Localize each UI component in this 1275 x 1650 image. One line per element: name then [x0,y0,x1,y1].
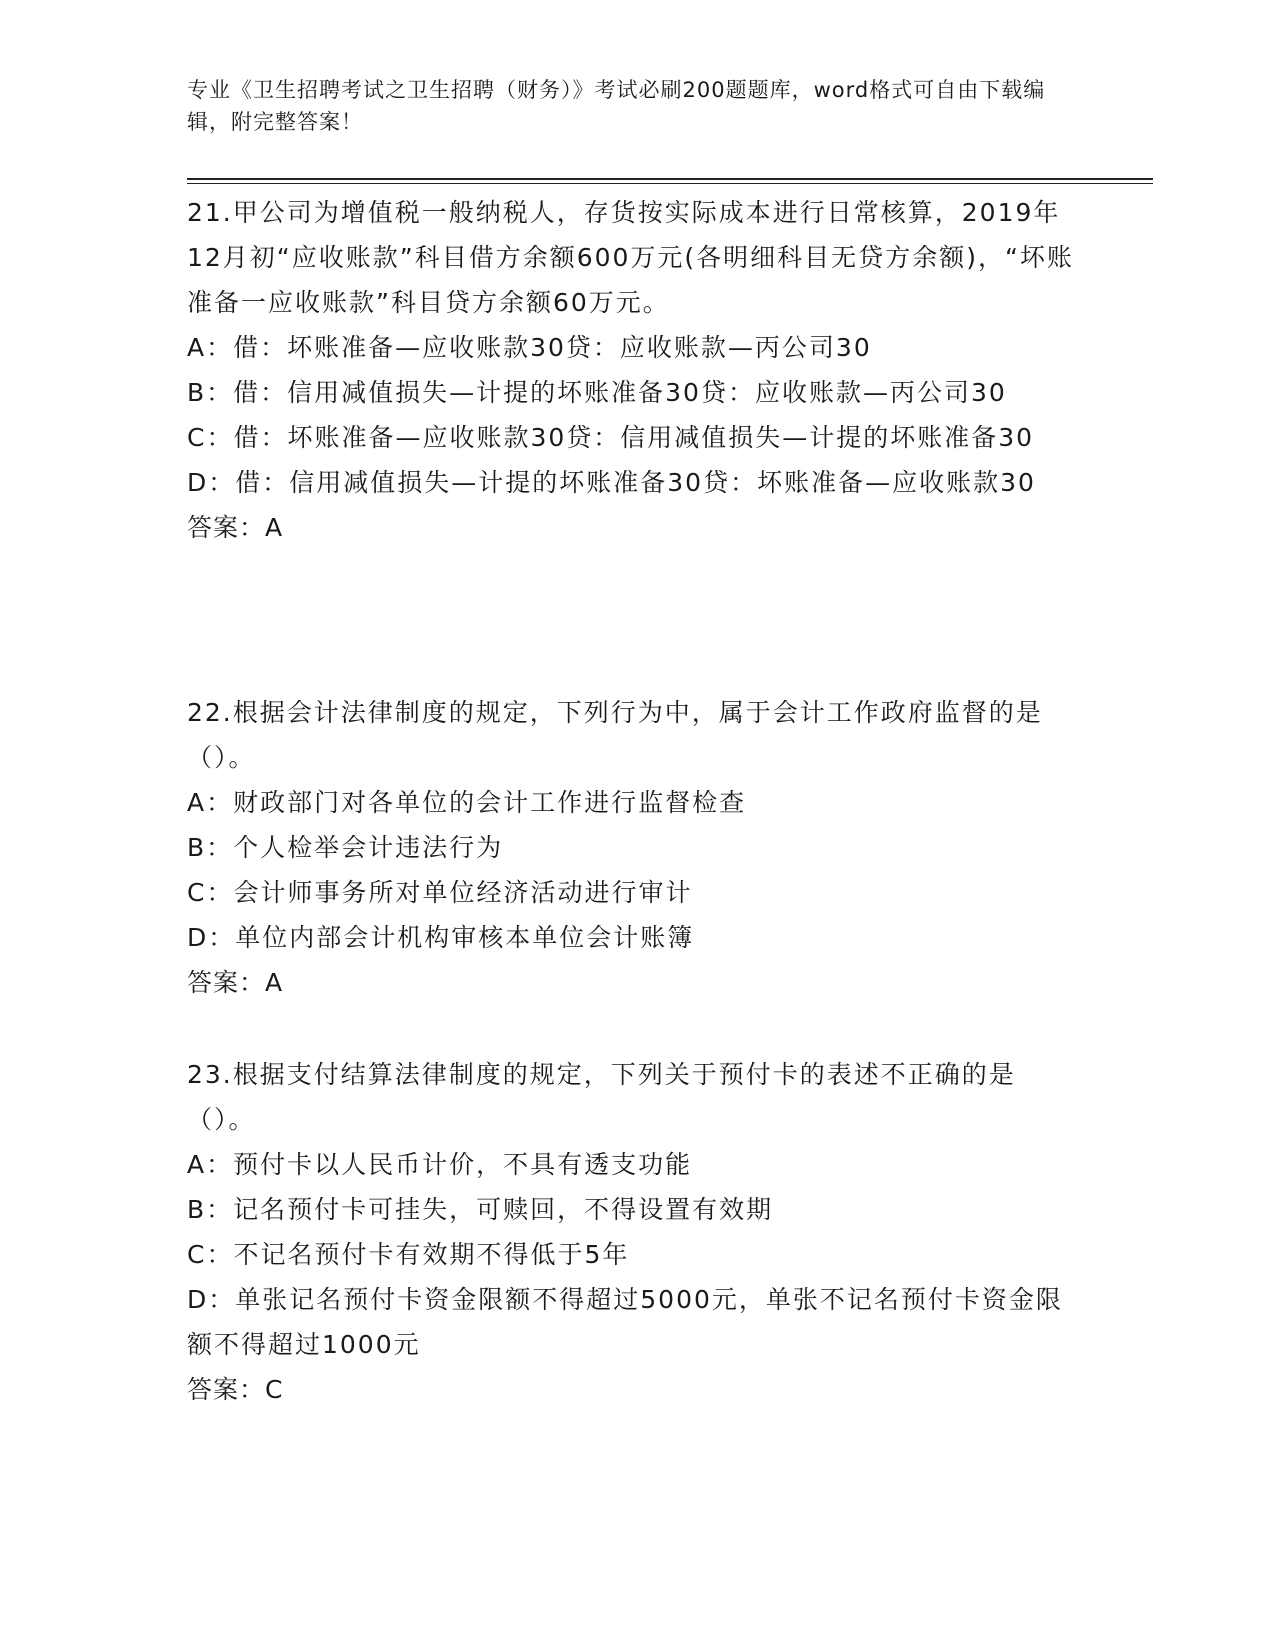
option-b: B：借：信用减值损失—计提的坏账准备30贷：应收账款—丙公司30 [187,378,1007,407]
header-divider [187,178,1153,180]
question-stem: 21.甲公司为增值税一般纳税人，存货按实际成本进行日常核算，2019年12月初“应收账款”科目借方余额600万元(各明细科目无贷方余额)，“坏账准备一应收账款”科目贷方余额60万元。 [187,198,1074,317]
option-b: B：记名预付卡可挂失，可赎回，不得设置有效期 [187,1195,774,1224]
question-block [187,1052,1077,1412]
option-a: A：借：坏账准备—应收账款30贷：应收账款—丙公司30 [187,333,872,362]
option-c: C：不记名预付卡有效期不得低于5年 [187,1240,630,1269]
question-block [187,690,1077,1005]
question-stem: 23.根据支付结算法律制度的规定，下列关于预付卡的表述不正确的是（）。 [187,1060,1016,1134]
question-stem: 22.根据会计法律制度的规定，下列行为中，属于会计工作政府监督的是（）。 [187,698,1043,772]
answer-line: 答案：A [187,513,284,542]
answer-line: 答案：C [187,1375,284,1404]
question-block [187,190,1077,550]
option-d: D：借：信用减值损失—计提的坏账准备30贷：坏账准备—应收账款30 [187,468,1036,497]
document-header: 专业《卫生招聘考试之卫生招聘（财务）》考试必刷200题题库，word格式可自由下载编辑，附完整答案！ [187,78,1046,134]
option-c: C：借：坏账准备—应收账款30贷：信用减值损失—计提的坏账准备30 [187,423,1035,452]
option-c: C：会计师事务所对单位经济活动进行审计 [187,878,693,907]
option-d: D：单位内部会计机构审核本单位会计账簿 [187,923,695,952]
answer-line: 答案：A [187,968,284,997]
option-b: B：个人检举会计违法行为 [187,833,504,862]
option-a: A：财政部门对各单位的会计工作进行监督检查 [187,788,747,817]
option-d: D：单张记名预付卡资金限额不得超过5000元，单张不记名预付卡资金限额不得超过1000元 [187,1285,1063,1359]
header-divider-thin [187,183,1153,184]
option-a: A：预付卡以人民币计价，不具有透支功能 [187,1150,693,1179]
